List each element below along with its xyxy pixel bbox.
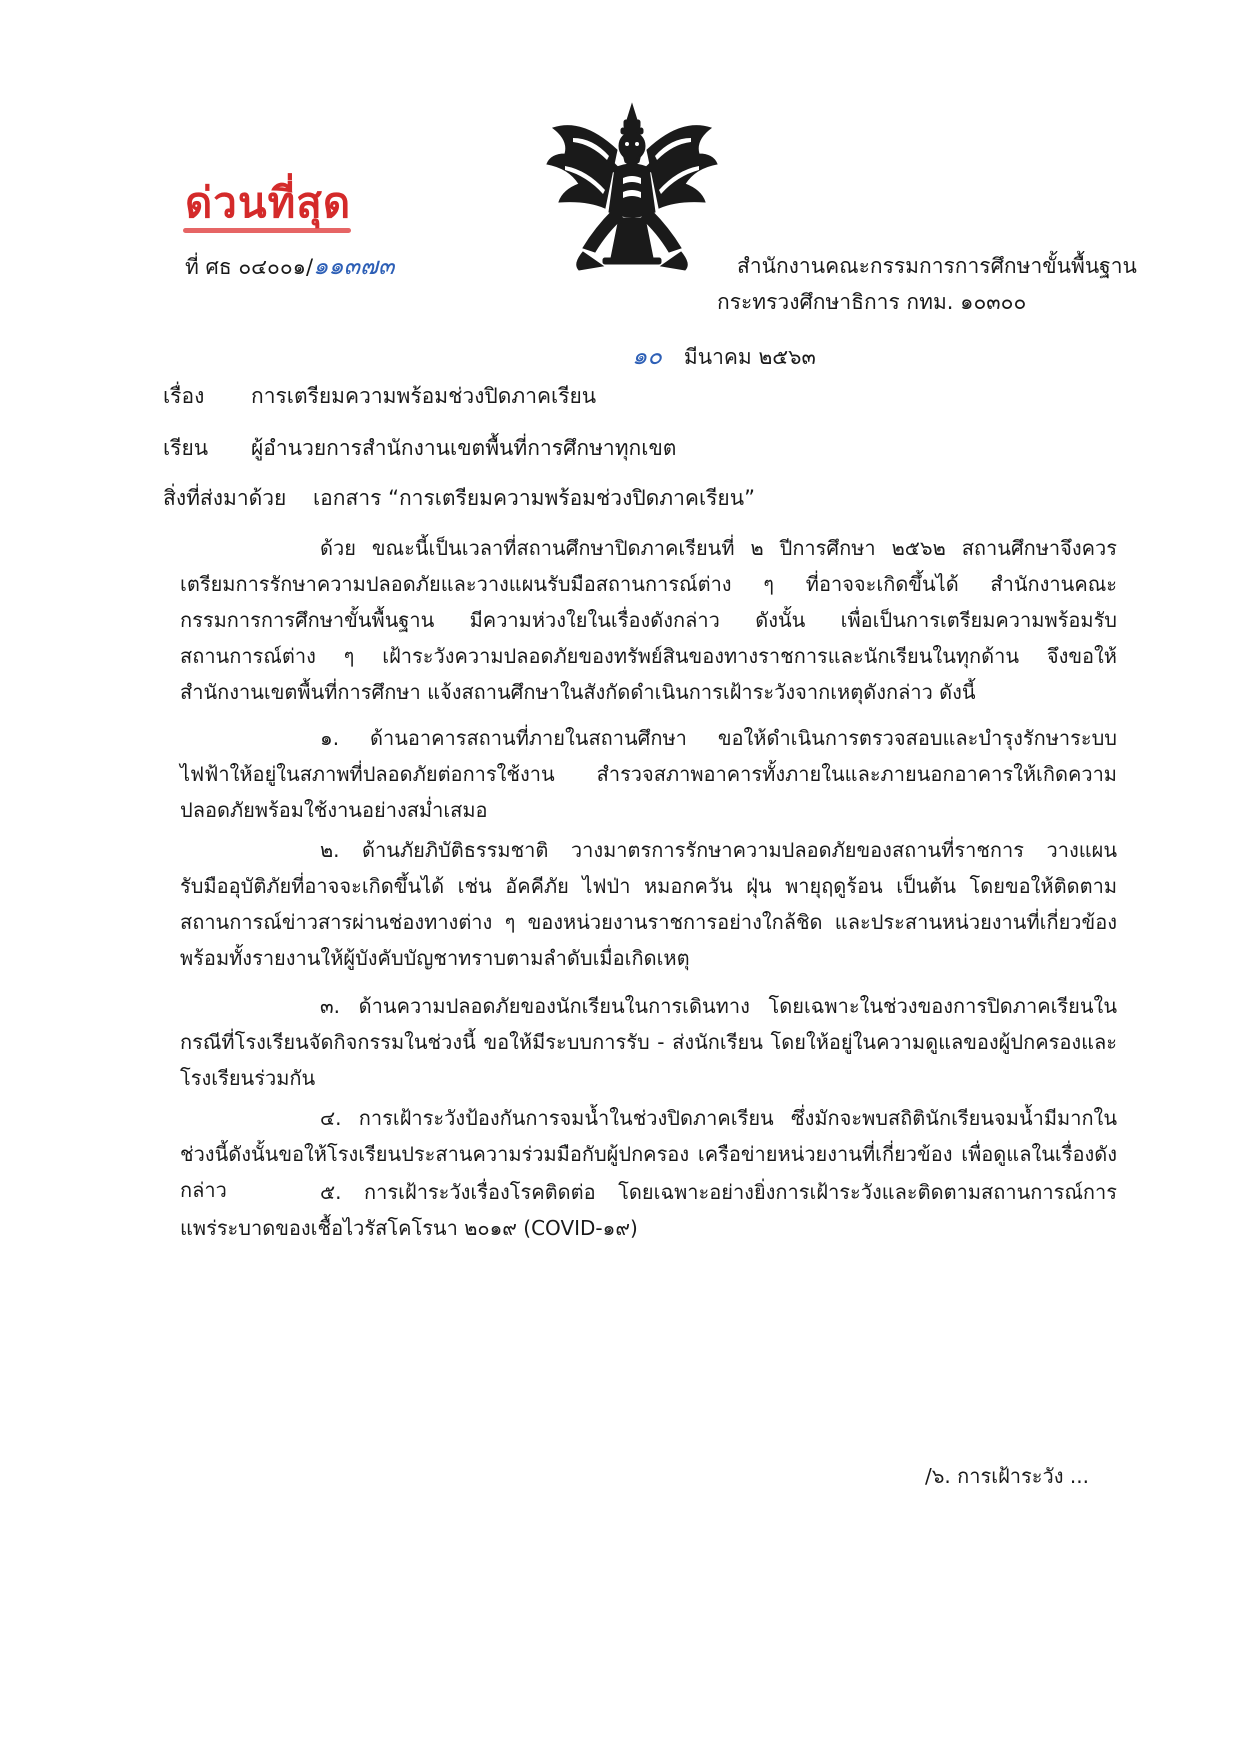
- enclosure-value: เอกสาร “การเตรียมความพร้อมช่วงปิดภาคเรียน”: [313, 486, 755, 510]
- body-item-4-text: ๔. การเฝ้าระวังป้องกันการจมน้ำในช่วงปิดภาคเรียน ซึ่งมักจะพบสถิตินักเรียนจมน้ำมีมากในช่วงนี้ดังนั้นขอให้โรงเรียนประสานความร่วมมือกับผู้ปกครอง เครือข่ายหน่วยงานที่เกี่ยวข้อง เพื่อดูแลในเรื่องดังกล่าว: [180, 1106, 1117, 1202]
- body-intro-paragraph: [180, 530, 1117, 710]
- enclosure-label: สิ่งที่ส่งมาด้วย: [163, 486, 287, 510]
- enclosure-row: [163, 482, 755, 515]
- garuda-emblem-icon: [543, 98, 721, 274]
- recipient-value: ผู้อำนวยการสำนักงานเขตพื้นที่การศึกษาทุกเขต: [251, 436, 677, 460]
- subject-value: การเตรียมความพร้อมช่วงปิดภาคเรียน: [251, 384, 597, 408]
- body-item-3-paragraph: [180, 988, 1117, 1096]
- body-item-1-text: ๑. ด้านอาคารสถานที่ภายในสถานศึกษา ขอให้ดำเนินการตรวจสอบและบำรุงรักษาระบบไฟฟ้าให้อยู่ในสภาพที่ปลอดภัยต่อการใช้งาน สำรวจสภาพอาคารทั้งภายในและภายนอกอาคารให้เกิดความปลอดภัยพร้อมใช้งานอย่างสม่ำเสมอ: [180, 726, 1117, 822]
- body-item-5-paragraph: [180, 1174, 1117, 1246]
- date-month-year: มีนาคม ๒๕๖๓: [683, 345, 816, 369]
- date-day-handwritten: ๑๐: [632, 342, 662, 370]
- body-intro-text: ด้วย ขณะนี้เป็นเวลาที่สถานศึกษาปิดภาคเรียนที่ ๒ ปีการศึกษา ๒๕๖๒ สถานศึกษาจึงควรเตรียมการรักษาความปลอดภัยและวางแผนรับมือสถานการณ์ต่าง ๆ ที่อาจจะเกิดขึ้นได้ สำนักงานคณะกรรมการการศึกษาขั้นพื้นฐาน มีความห่วงใยในเรื่องดังกล่าว ดังนั้น เพื่อเป็นการเตรียมความพร้อมรับสถานการณ์ต่าง ๆ เฝ้าระวังความปลอดภัยของทรัพย์สินของทางราชการและนักเรียนในทุกด้าน จึงขอให้สำนักงานเขตพื้นที่การศึกษา แจ้งสถานศึกษาในสังกัดดำเนินการเฝ้าระวังจากเหตุดังกล่าว ดังนี้: [180, 536, 1117, 704]
- urgency-underline: [183, 228, 351, 233]
- document-number-handwritten: ๑๑๓๗๓: [313, 252, 395, 280]
- recipient-label: เรียน: [163, 436, 209, 460]
- urgency-stamp: ด่วนที่สุด: [185, 178, 352, 227]
- body-item-2-text: ๒. ด้านภัยภิบัติธรรมชาติ วางมาตรการรักษาความปลอดภัยของสถานที่ราชการ วางแผนรับมืออุบัติภัยที่อาจจะเกิดขึ้นได้ เช่น อัคคีภัย ไฟป่า หมอกควัน ฝุ่น พายุฤดูร้อน เป็นต้น โดยขอให้ติดตามสถานการณ์ข่าวสารผ่านช่องทางต่าง ๆ ของหน่วยงานราชการอย่างใกล้ชิด และประสานหน่วยงานที่เกี่ยวข้อง พร้อมทั้งรายงานให้ผู้บังคับบัญชาทราบตามลำดับเมื่อเกิดเหตุ: [180, 838, 1117, 970]
- subject-label: เรื่อง: [163, 384, 205, 408]
- body-item-2-paragraph: [180, 832, 1117, 976]
- garuda-emblem-graphic: [543, 98, 721, 274]
- document-number-prefix: ที่ ศธ ๐๔๐๐๑/: [185, 255, 314, 279]
- subject-row: [163, 380, 596, 413]
- document-date: [632, 336, 816, 375]
- body-item-1-paragraph: [180, 720, 1117, 828]
- agency-name: สำนักงานคณะกรรมการการศึกษาขั้นพื้นฐาน: [737, 254, 1137, 278]
- document-number: [185, 246, 394, 285]
- continuation-note: /๖. การเฝ้าระวัง ...: [925, 1464, 1089, 1488]
- body-item-3-text: ๓. ด้านความปลอดภัยของนักเรียนในการเดินทาง โดยเฉพาะในช่วงของการปิดภาคเรียนในกรณีที่โรงเรียนจัดกิจกรรมในช่วงนี้ ขอให้มีระบบการรับ - ส่งนักเรียน โดยให้อยู่ในความดูแลของผู้ปกครองและโรงเรียนร่วมกัน: [180, 994, 1117, 1090]
- recipient-row: [163, 432, 676, 465]
- body-item-5-text: ๕. การเฝ้าระวังเรื่องโรคติดต่อ โดยเฉพาะอย่างยิ่งการเฝ้าระวังและติดตามสถานการณ์การแพร่ระบาดของเชื้อไวรัสโคโรนา ๒๐๑๙ (COVID-๑๙): [180, 1180, 1117, 1240]
- agency-address: กระทรวงศึกษาธิการ กทม. ๑๐๓๐๐: [717, 290, 1027, 314]
